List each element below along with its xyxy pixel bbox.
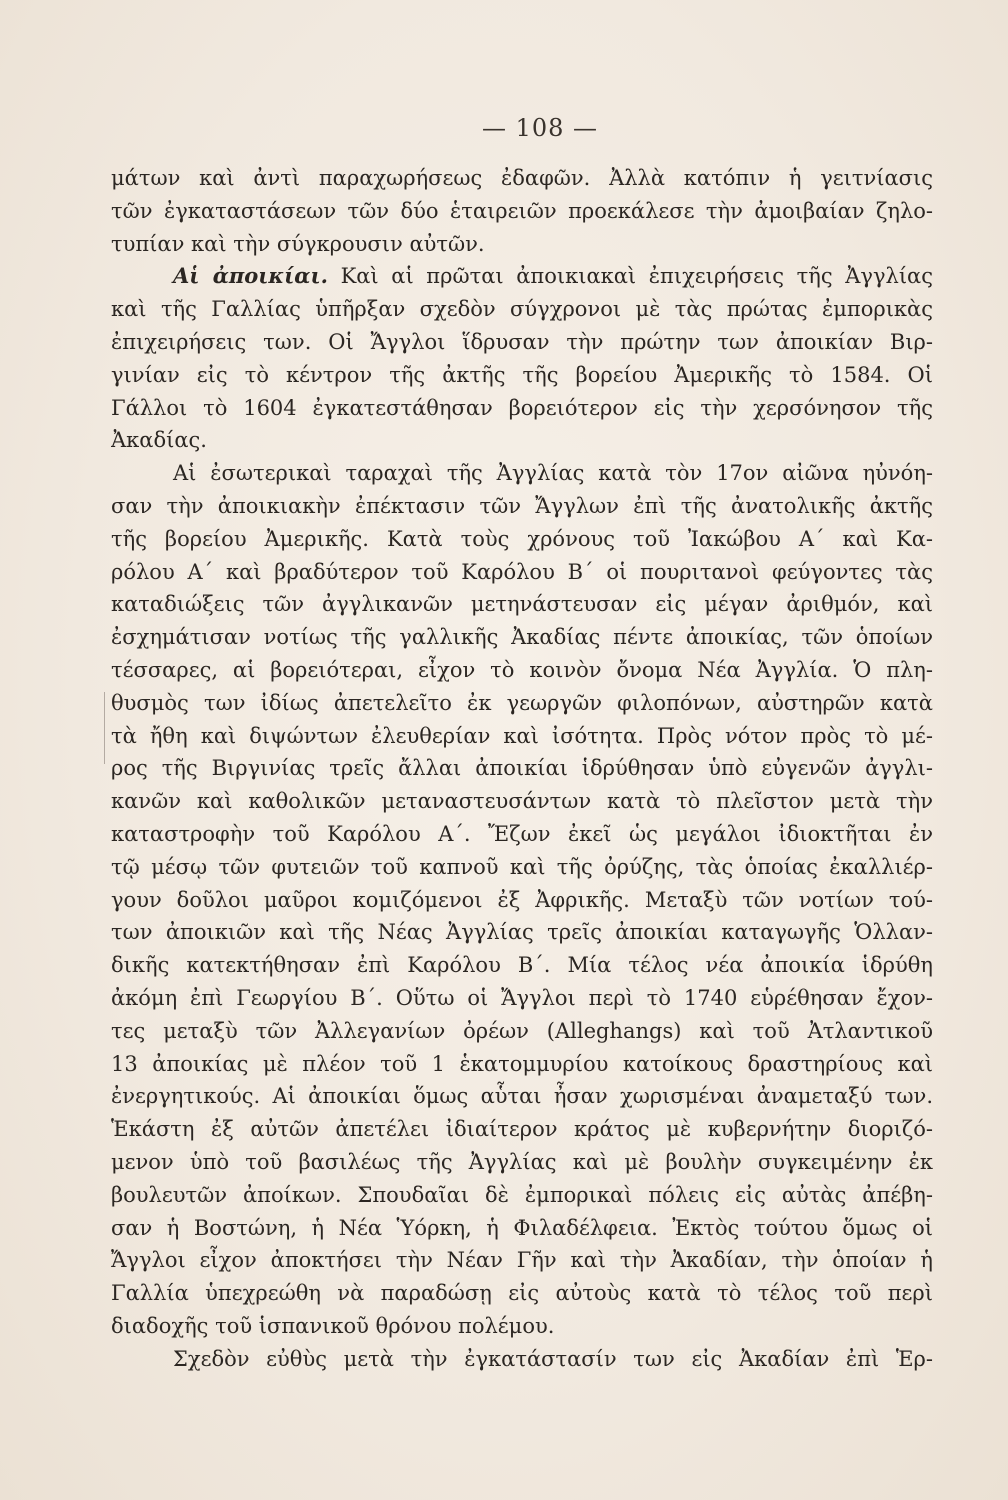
text-line: Αἱ ἐσωτερικαὶ ταραχαὶ τῆς Ἀγγλίας κατὰ τὸν 17ον αἰῶνα ηὐνόη- <box>173 461 933 486</box>
text-line: Γαλλία ὑπεχρεώθη νὰ παραδώσῃ εἰς αὐτοὺς κατὰ τὸ τέλος τοῦ περὶ <box>111 1281 933 1306</box>
text-line: διαδοχῆς τοῦ ἱσπανικοῦ θρόνου πολέμου. <box>111 1313 555 1338</box>
text-line: ἐνεργητικούς. Αἱ ἀποικίαι ὅμως αὗται ἦσαν χωρισμέναι ἀναμεταξύ των. <box>111 1084 933 1109</box>
page-number: — 108 — <box>481 114 599 142</box>
text-line: τῆς βορείου Ἀμερικῆς. Κατὰ τοὺς χρόνους τοῦ Ἰακώβου Α΄ καὶ Κα- <box>111 526 933 551</box>
text-line: σαν τὴν ἀποικιακὴν ἐπέκτασιν τῶν Ἄγγλων ἐπὶ τῆς ἀνατολικῆς ἀκτῆς <box>111 493 933 518</box>
text-line: καὶ τῆς Γαλλίας ὑπῆρξαν σχεδὸν σύγχρονοι μὲ τὰς πρώτας ἐμπορικὰς <box>111 297 933 322</box>
text-line: γουν δοῦλοι μαῦροι κομιζόμενοι ἐξ Ἀφρικῆς. Μεταξὺ τῶν νοτίων τού- <box>111 887 933 912</box>
text-line: κανῶν καὶ καθολικῶν μεταναστευσάντων κατὰ τὸ πλεῖστον μετὰ τὴν <box>111 789 933 814</box>
text-line: γινίαν εἰς τὸ κέντρον τῆς ἀκτῆς τῆς βορείου Ἀμερικῆς τὸ 1584. Οἱ <box>111 362 933 387</box>
section-heading: Αἱ ἀποικίαι. <box>173 263 328 289</box>
text-line: μενον ὑπὸ τοῦ βασιλέως τῆς Ἀγγλίας καὶ μὲ βουλὴν συγκειμένην ἐκ <box>111 1149 933 1174</box>
text-line-body: Καὶ αἱ πρῶται ἀποικιακαὶ ἐπιχειρήσεις τῆς Ἀγγλίας <box>340 264 933 289</box>
text-line: ρος τῆς Βιργινίας τρεῖς ἄλλαι ἀποικίαι ἱδρύθησαν ὑπὸ εὐγενῶν ἀγγλι- <box>111 756 933 781</box>
text-line: δικῆς κατεκτήθησαν ἐπὶ Καρόλου Β΄. Μία τέλος νέα ἀποικία ἱδρύθη <box>111 953 933 978</box>
text-line: σαν ἡ Βοστώνη, ἡ Νέα Ὑόρκη, ἡ Φιλαδέλφεια. Ἐκτὸς τούτου ὅμως οἱ <box>111 1215 933 1240</box>
text-line: ρόλου Α΄ καὶ βραδύτερον τοῦ Καρόλου Β΄ οἱ πουριτανοὶ φεύγοντες τὰς <box>111 559 933 584</box>
margin-pencil-mark <box>104 692 105 764</box>
body-text <box>111 162 933 1375</box>
text-line: Γάλλοι τὸ 1604 ἐγκατεστάθησαν βορειότερον εἰς τὴν χερσόνησον τῆς <box>111 395 933 420</box>
text-line: ἐπιχειρήσεις των. Οἱ Ἄγγλοι ἵδρυσαν τὴν πρώτην των ἀποικίαν Βιρ- <box>111 329 933 354</box>
text-line: ἀκόμη ἐπὶ Γεωργίου Β΄. Οὕτω οἱ Ἄγγλοι περὶ τὸ 1740 εὑρέθησαν ἔχον- <box>111 985 933 1010</box>
text-line: τῷ μέσῳ τῶν φυτειῶν τοῦ καπνοῦ καὶ τῆς ὀρύζης, τὰς ὁποίας ἐκαλλιέρ- <box>111 854 933 879</box>
text-line: τες μεταξὺ τῶν Ἀλλεγανίων ὀρέων (Alleghangs) καὶ τοῦ Ἀτλαντικοῦ <box>111 1018 933 1043</box>
text-line: βουλευτῶν ἀποίκων. Σπουδαῖαι δὲ ἐμπορικαὶ πόλεις εἰς αὐτὰς ἀπέβη- <box>111 1182 933 1207</box>
text-line: τὰ ἤθη καὶ διψώντων ἐλευθερίαν καὶ ἰσότητα. Πρὸς νότον πρὸς τὸ μέ- <box>111 723 933 748</box>
text-line: καταδιώξεις τῶν ἀγγλικανῶν μετηνάστευσαν εἰς μέγαν ἀριθμόν, καὶ <box>111 592 933 617</box>
text-line: 13 ἀποικίας μὲ πλέον τοῦ 1 ἑκατομμυρίου κατοίκους δραστηρίους καὶ <box>111 1051 933 1076</box>
text-line: τέσσαρες, αἱ βορειότεραι, εἶχον τὸ κοινὸν ὄνομα Νέα Ἀγγλία. Ὁ πλη- <box>111 657 933 682</box>
text-line: Ἑκάστη ἐξ αὐτῶν ἀπετέλει ἰδιαίτερον κράτος μὲ κυβερνήτην διοριζό- <box>111 1117 933 1142</box>
text-line: Ἄγγλοι εἶχον ἀποκτήσει τὴν Νέαν Γῆν καὶ τὴν Ἀκαδίαν, τὴν ὁποίαν ἡ <box>111 1248 933 1273</box>
text-line <box>111 260 933 293</box>
text-line: ἐσχημάτισαν νοτίως τῆς γαλλικῆς Ἀκαδίας πέντε ἀποικίας, τῶν ὁποίων <box>111 625 933 650</box>
text-line: των ἀποικιῶν καὶ τῆς Νέας Ἀγγλίας τρεῖς ἀποικίαι καταγωγῆς Ὁλλαν- <box>111 920 933 945</box>
text-line: τυπίαν καὶ τὴν σύγκρουσιν αὐτῶν. <box>111 231 485 256</box>
text-line: μάτων καὶ ἀντὶ παραχωρήσεως ἐδαφῶν. Ἀλλὰ κατόπιν ἡ γειτνίασις <box>111 166 933 190</box>
text-line: καταστροφὴν τοῦ Καρόλου Α΄. Ἔζων ἐκεῖ ὡς μεγάλοι ἰδιοκτῆται ἐν <box>111 821 933 846</box>
text-line: θυσμὸς των ἰδίως ἀπετελεῖτο ἐκ γεωργῶν φιλοπόνων, αὐστηρῶν κατὰ <box>111 690 933 715</box>
text-line: Σχεδὸν εὐθὺς μετὰ τὴν ἐγκατάστασίν των εἰς Ἀκαδίαν ἐπὶ Ἑρ- <box>173 1346 933 1371</box>
text-line: Ἀκαδίας. <box>111 428 207 453</box>
text-line: τῶν ἐγκαταστάσεων τῶν δύο ἑταιρειῶν προεκάλεσε τὴν ἀμοιβαίαν ζηλο- <box>111 198 933 223</box>
